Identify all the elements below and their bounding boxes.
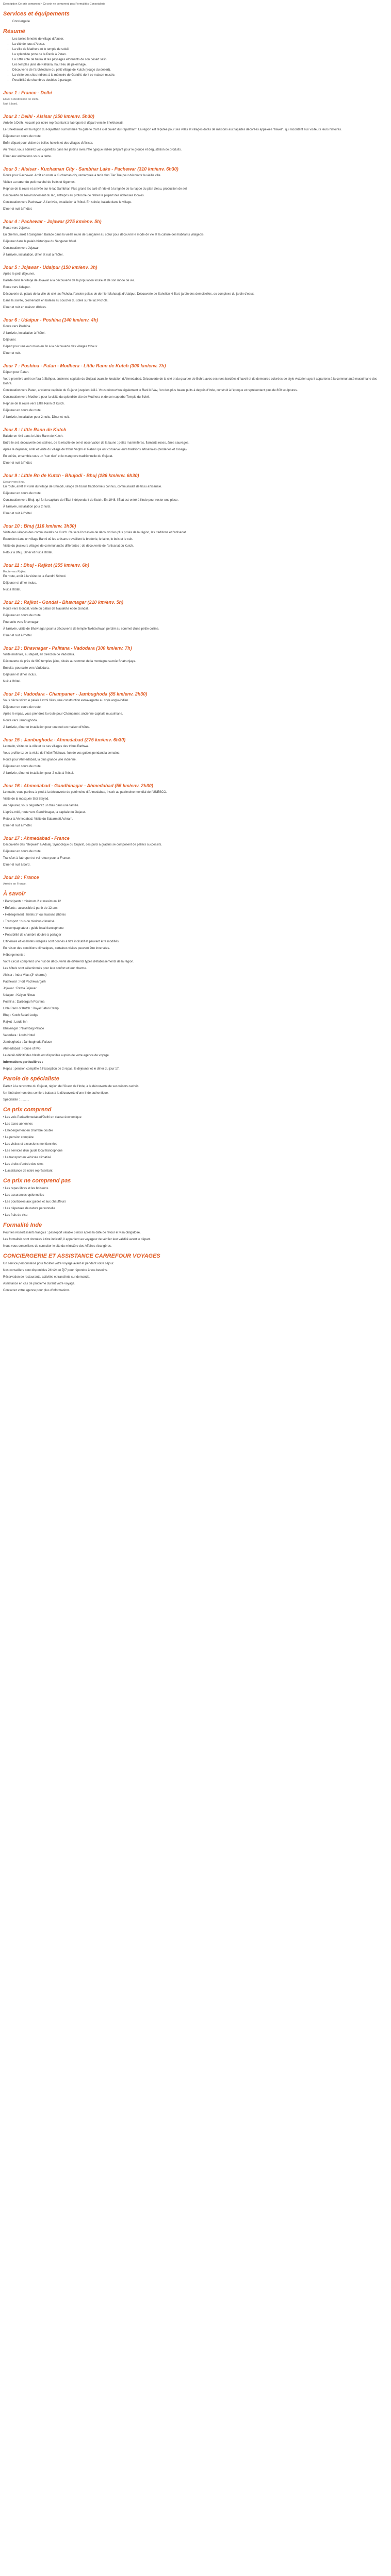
include-item: • L'assistance de notre représentant — [3, 1170, 53, 1173]
savoir-line: • Possibilité de chambre double à partager — [3, 934, 61, 937]
day-paragraph: Dîner et nuit en maison d'hôtes. — [3, 306, 47, 309]
day-paragraph: Poursuite vers Bhavnagar. — [3, 621, 40, 624]
include-item: • Les visites et excursions mentionnées — [3, 1143, 57, 1146]
day-title: Jour 12 : Rajkot - Gondal - Bhavnagar (210 km/env. 5h) — [3, 600, 124, 605]
day-paragraph: Le matin, vous partirez à pied à la découverte du patrimoine d'Ahmedabad, inscrit au patrimoine mondial de l'UNESCO. — [3, 791, 167, 794]
day-title: Jour 16 : Ahmedabad - Gandhinagar - Ahmedabad (55 km/env. 2h30) — [3, 783, 153, 788]
day-paragraph: Déjeuner dans le palais historique du Sanganer hôtel. — [3, 240, 77, 243]
day-paragraph: Après le repas, vous prendrez la route pour Champaner, ancienne capitale musulmane. — [3, 713, 123, 716]
itinerary — [3, 90, 382, 887]
day-paragraph: Déjeuner en cours de route. — [3, 409, 42, 412]
day-paragraph: Dîner et nuit. — [3, 352, 21, 355]
day-paragraph: Retour à Bhuj. Dîner et nuit à l'hôtel. — [3, 551, 53, 554]
concierge-paragraph: Un service personnalisé pour faciliter votre voyage avant et pendant votre séjour. — [3, 1262, 115, 1265]
day-paragraph: Balade en 4x4 dans le Little Rann de Kutch. — [3, 435, 63, 438]
day-title: Jour 7 : Poshina - Patan - Modhera - Little Rann de Kutch (300 km/env. 7h) — [3, 363, 166, 368]
day-paragraph: Découverte de l'environnement du lac, entrepris au protocole de retirer la plupart des richesses locales. — [3, 194, 145, 197]
day-paragraph: Dans la soirée, promenade en bateau au coucher du soleil sur le lac Pichola. — [3, 299, 109, 302]
day-paragraph: Déjeuner et dîner inclus. — [3, 582, 37, 585]
day-paragraph: Enfin départ pour visiter de belles havelis et des villages d'Alsisar. — [3, 142, 93, 145]
include-item: • L'hébergement en chambre double — [3, 1129, 53, 1132]
hotel-list — [3, 973, 382, 1052]
hotel-item: Rajkot : Lords Inn — [3, 1021, 28, 1024]
day-title: Jour 3 : Alsisar - Kuchaman City - Sambhar Lake - Pachewar (310 km/env. 6h30) — [3, 166, 178, 172]
concierge-paragraph: Assistance en cas de problème durant votre voyage. — [3, 1282, 75, 1285]
day-paragraph: Transfert à l'aéroport et vol retour pour la France. — [3, 857, 71, 860]
day-section — [3, 737, 382, 776]
day-section — [3, 875, 382, 887]
savoir-title: À savoir — [3, 891, 26, 897]
day-paragraph: Dîner et nuit à l'hôtel. — [3, 208, 32, 211]
day-paragraph: Déjeuner en cours de route. — [3, 492, 42, 495]
day-paragraph: Déjeuner en cours de route. — [3, 614, 42, 617]
day-paragraph: Déjeuner en cours de route. — [3, 706, 42, 709]
day-title: Jour 18 : France — [3, 875, 39, 880]
day-section — [3, 646, 382, 684]
day-paragraph: Nuit à l'hôtel. — [3, 588, 21, 591]
resume-item: • Possibilité de chambres doubles à partage. — [12, 78, 382, 83]
day-paragraph: Excursion dans un village Banni où les artisans travaillent la broderie, le laine, le bois et le cuir. — [3, 538, 133, 541]
day-paragraph: Dîner et nuit à l'hôtel. — [3, 512, 32, 515]
hotel-item: Jambughoda : Jambughoda Palace — [3, 1041, 52, 1044]
day-paragraph: À l'arrivée, installation à l'hôtel. — [3, 332, 45, 335]
page — [0, 0, 385, 1306]
day-paragraph: Dîner et nuit à l'hôtel. — [3, 634, 32, 637]
day-paragraph: Au retour, vous admirez vos cigarettes dans les jardins avec l'été typique indien préparé pour le groupe et dégustation de produits. — [3, 148, 182, 151]
day-title: Jour 10 : Bhuj (116 km/env. 3h30) — [3, 523, 76, 529]
resume-item: • La splendide porte de la Ranis à Patan. — [12, 53, 382, 57]
day-paragraph: En soirée, ensemble-vous un "sun rise" et le mangrove traditionnelle du Gujarat. — [3, 455, 113, 458]
day-paragraph: Le matin, visite de la ville et de ses villages des tribus Rathwa. — [3, 745, 89, 748]
details-note: Le détail définitif des hôtels est disponible auprès de votre agence de voyage. — [3, 1054, 110, 1057]
day-section — [3, 166, 382, 212]
hotel-item: Jojawar : Rawla Jojawar — [3, 987, 37, 990]
resume-item: • Les belles fenetés de village d'Aluser. — [12, 37, 382, 42]
day-title: Jour 1 : France - Delhi — [3, 90, 52, 95]
exclude-item: • Les assurances optionnelles — [3, 1194, 44, 1197]
resume-item: • La ville de Madhera et le temple de soleil. — [12, 47, 382, 52]
day-title: Jour 11 : Bhuj - Rajkot (255 km/env. 6h) — [3, 563, 89, 568]
services-item: • Conciergerie — [12, 20, 382, 24]
day-section — [3, 90, 382, 107]
savoir-paragraph: En raison des conditions climatiques, certaines visites peuvent être inversées. — [3, 947, 110, 950]
day-paragraph: Visite matinale, au départ, en direction de Vadodara. — [3, 653, 75, 656]
day-paragraph: L'après-midi, route vers Gandhinagar, la capitale du Gujarat. — [3, 811, 86, 814]
day-paragraph: À l'arrivée, dîner et installation pour une nuit en maison d'hôtes. — [3, 726, 90, 729]
day-paragraph: Vous découvrirez le palais Laxmi Vilas, une construction extravagante au style anglo-indien. — [3, 699, 129, 702]
day-section — [3, 563, 382, 592]
day-paragraph: Route vers Jambughoda. — [3, 719, 38, 722]
day-section — [3, 265, 382, 310]
day-paragraph: Dîner et nuit à l'hôtel. — [3, 824, 32, 827]
day-meta: Route vers Rajkot. — [3, 570, 27, 573]
day-paragraph: Nuit à l'hôtel. — [3, 680, 21, 683]
day-paragraph: Route vers Jojawar. — [3, 227, 30, 230]
header-line[interactable]: Description Ce prix comprend • Ce prix ne comprend pas Formalités Conseiglerie — [3, 3, 106, 6]
info-label: Informations particulières : — [3, 1061, 43, 1064]
day-title: Jour 2 : Delhi - Alsisar (250 km/env. 5h30) — [3, 114, 94, 119]
formalites-paragraph: Nous vous conseillons de consulter le site du ministère des Affaires étrangères. — [3, 1245, 112, 1248]
include-title: Ce prix comprend — [3, 1107, 52, 1113]
specialist-sign: Spécialiste : .......... — [3, 1098, 29, 1101]
include-item: • Les vols Paris/Ahmedabad/Delhi en classe économique — [3, 1116, 82, 1119]
hebergement-title: Hébergements : — [3, 954, 25, 957]
day-paragraph: Visite de la mosquée Sidi Saiyed. — [3, 798, 49, 801]
exclude-title: Ce prix ne comprend pas — [3, 1178, 71, 1184]
hebergement-paragraph: Les hôtels sont sélectionnés pour leur confort et leur charme. — [3, 967, 87, 970]
day-paragraph: Continuation vers Modhera pour la visite du splendide site de Modhera et de son superbe Temple du Soleil. — [3, 396, 150, 399]
day-paragraph: Après le déjeuner, arrêt et visite du village de tribus Vaghri et Rabari qui ont conservé leurs traditions artisanales (broderies et tissage). — [3, 448, 188, 451]
day-title: Jour 5 : Jojawar - Udaipur (150 km/env. 3h) — [3, 265, 97, 270]
hotel-item: Vadodara : Lords Hotel — [3, 1034, 35, 1037]
concierge-text — [3, 1262, 382, 1293]
hotel-item: Poshina : Darbargarh Poshina — [3, 1001, 45, 1004]
day-paragraph: À l'arrivée, installation pour 2 nuits. Dîner et nuit. — [3, 416, 70, 419]
day-paragraph: À l'arrivée, installation pour 2 nuits. — [3, 505, 51, 509]
day-paragraph: Déjeuner en cours de route. — [3, 850, 42, 853]
day-paragraph: Reprise de la route vers Little Rann of Kutch. — [3, 402, 65, 405]
formalites-paragraph: Les formalités sont données à titre indicatif, il appartient au voyageur de vérifier leur validité avant le départ. — [3, 1238, 151, 1241]
hotel-item: Bhavnagar : Nilambag Palace — [3, 1027, 44, 1030]
day-paragraph: Visite du plusieurs villages de communautés différentes : de découverte de l'artisanat du Kutch. — [3, 545, 134, 548]
include-item: • Les services d'un guide local francophone — [3, 1149, 63, 1153]
day-paragraph: Départ pour Patan. — [3, 371, 29, 374]
exclude-item: • Les pourboires aux guides et aux chauffeurs — [3, 1200, 66, 1204]
hotel-item: Little Rann of Kutch : Royal Safari Camp — [3, 1007, 59, 1010]
concierge-title: CONCIERGERIE ET ASSISTANCE CARREFOUR VOYAGES — [3, 1253, 160, 1259]
hotel-item: Ahmedabad : House of MG — [3, 1047, 41, 1050]
formalites-text — [3, 1231, 382, 1249]
hotel-item: Udaipur : Kalyan Niwas — [3, 994, 36, 997]
day-paragraph: À l'arrivée, dîner et installation pour 2 nuits à l'hôtel. — [3, 772, 74, 775]
exclude-list — [3, 1187, 382, 1218]
day-paragraph: En route, arrêt à la visite de la Gandhi School. — [3, 575, 67, 578]
include-item: • Le transport en véhicule climatisé — [3, 1156, 51, 1159]
savoir-line: • Accompagnateur : guide local francophone — [3, 927, 64, 930]
day-paragraph: Route pour Ahmedabad, la plus grande ville indienne. — [3, 758, 77, 761]
day-paragraph: Déjeuner. — [3, 338, 17, 342]
day-paragraph: Dîner et nuit à l'hôtel. — [3, 462, 32, 465]
day-paragraph: Route pour Pachewar. Arrêt en route à Kuchaman city, remarquée à tenir d'un Tier Tue pour découvrir la vieille ville. — [3, 174, 161, 177]
day-paragraph: Route vers Udaipur. — [3, 286, 31, 289]
services-title: Services et équipements — [3, 11, 70, 17]
hotel-item: Alsisar : Indra Vilas (3* charme) — [3, 974, 47, 977]
resume-list — [3, 37, 382, 83]
resume-item: • Découverte de l'architecture du petit village de Kutch (trouge du désert). — [12, 68, 382, 73]
exclude-item: • Les dépenses de nature personnelle — [3, 1207, 55, 1210]
concierge-paragraph: Réservation de restaurants, activités et transferts sur demande. — [3, 1276, 90, 1279]
day-title: Jour 17 : Ahmedabad - France — [3, 836, 70, 841]
day-paragraph: Continuation vers Patan, ancienne capitale du Gujarat jusqu'en 1411. Vous découvrirez également le Rani ki Vav, l'un des plus beaux puits à degrés d'Inde, construit à l'époque et représentant plus de 800 sculptures. — [3, 389, 298, 392]
day-paragraph: Dîner et nuit à bord. — [3, 863, 31, 867]
day-paragraph: Route vers Poshina. — [3, 325, 31, 328]
resume-item: • La visite des sites indiens à la mémoire de Gandhi, dont ce maison-musée. — [12, 73, 382, 78]
day-title: Jour 6 : Udaipur - Poshina (140 km/env. 4h) — [3, 317, 99, 323]
day-title: Jour 15 : Jambughoda - Ahmedabad (275 km/env. 6h30) — [3, 737, 126, 742]
day-meta: Arrivée en France. — [3, 883, 27, 886]
parole-paragraph: Un itinéraire hors des sentiers battus à la découverte d'une Inde authentique. — [3, 1092, 109, 1095]
include-item: • Les taxes aériennes — [3, 1123, 33, 1126]
day-section — [3, 523, 382, 555]
day-paragraph: Visite des villages des communautés de Kutch. Ce sera l'occasion de découvrir les plus prisés de la région, les traditions et l'artisanat. — [3, 531, 187, 534]
day-paragraph: Vous profiterez de la visite de l'hôtel Tribhuva, l'un de vos guides pendant la semaine. — [3, 752, 121, 755]
exclude-item: • Les frais de visa — [3, 1214, 28, 1217]
day-section — [3, 691, 382, 730]
savoir-line: • Hébergement : hôtels 3* ou maisons d'hôtes — [3, 913, 66, 917]
day-section — [3, 836, 382, 868]
day-section — [3, 219, 382, 258]
day-paragraph: À l'arrivée, visite de Bhavnagar pour la découverte de temple Takhteshwar, perché au sommet d'une petite colline. — [3, 628, 159, 631]
day-section — [3, 473, 382, 516]
savoir-paragraph: L'itinéraire et les hôtels indiqués sont donnés à titre indicatif et peuvent être modifiés. — [3, 940, 120, 943]
formalites-title: Formalité Inde — [3, 1222, 42, 1228]
day-paragraph: Dîner aux animations sous la tente. — [3, 155, 52, 158]
day-title: Jour 13 : Bhavnagar - Palitana - Vadodara (300 km/env. 7h) — [3, 646, 132, 651]
hotel-item: Pachewar : Fort Pachewargarh — [3, 980, 46, 984]
day-paragraph: Continuation vers Bhuj, qui fut la capitale de l'État indépendant de Kutch. En 1948, l'État est entré à l'Inde pour rester une place. — [3, 499, 178, 502]
formalites-paragraph: Pour les ressortissants français : passeport valable 6 mois après la date de retour et visa obligatoire. — [3, 1231, 141, 1234]
day-title: Jour 14 : Vadodara - Champaner - Jambughoda (85 km/env. 2h30) — [3, 691, 148, 697]
day-paragraph: Retour à Ahmedabad. Visite du Sabarmati Ashram. — [3, 818, 73, 821]
day-paragraph: Visitez au cœur du petit marché de fruits et légumes. — [3, 181, 76, 184]
day-section — [3, 600, 382, 638]
day-paragraph: Déjeuner en cours de route. — [3, 765, 42, 768]
day-section — [3, 783, 382, 828]
resume-item: • La Little cote de hatira et les paysages étonnants de son désert salin. — [12, 58, 382, 62]
day-paragraph: En chemin, arrêt à Sanganer. Balade dans la vieille route de Sanganer au cœur pour découvrir le mode de vie et la culture des habitants villageois. — [3, 233, 205, 236]
exclude-item: • Les repas libres et les boissons — [3, 1187, 48, 1190]
concierge-paragraph: Contactez votre agence pour plus d'informations. — [3, 1289, 71, 1292]
hotel-item: Bhuj : Kutch Safari Lodge — [3, 1014, 39, 1017]
day-paragraph: Découverte des "stepwell" à Adalaj. Symbolique du Gujarat, ces puits à gradins se composent de paliers successifs. — [3, 843, 162, 846]
day-meta: Envol à destination de Delhi. Nuit à bord. — [3, 98, 39, 106]
day-paragraph: Déjeuner et dîner inclus. — [3, 673, 37, 676]
info-text: Repas : pension complète à l'exception de 2 repas, le déjeuner et le dîner du jour 17. — [3, 1067, 120, 1071]
services-list — [3, 20, 382, 24]
day-paragraph: Continuation vers Jojawar. — [3, 247, 40, 250]
day-paragraph: Après le petit déjeuner. — [3, 273, 35, 276]
savoir-text — [3, 940, 382, 951]
savoir-lines — [3, 900, 382, 938]
include-item: • La pension complète — [3, 1136, 34, 1139]
savoir-line: • Participants : minimum 2 et maximum 12 — [3, 900, 61, 903]
day-title: Jour 8 : Little Rann de Kutch — [3, 427, 67, 432]
hebergement-text — [3, 960, 382, 971]
day-paragraph: Découverte de près de 900 temples jains, situés au sommet de la montagne sacrée Shatrunjaya. — [3, 660, 136, 663]
day-meta: Départ vers Bhuj. — [3, 481, 25, 484]
day-paragraph: Votre première arrêt se fera à Sidhpur, ancienne capitale du Gujarat avant le fondation d'Ahmedabad. Découverte de la cité et du quartier de Bohra avec ses rues bordées d'haveli et de demeures colorées de style victorien ayant appartenu à la communauté musulmane des Bohra. — [3, 378, 378, 385]
day-paragraph: Ensuite, poursuite vers Vadodara. — [3, 667, 50, 670]
concierge-paragraph: Nos conseillers sont disponibles 24h/24 et 7j/7 pour répondre à vos besoins. — [3, 1269, 108, 1272]
parole-title: Parole de spécialiste — [3, 1076, 59, 1082]
day-section — [3, 363, 382, 420]
day-paragraph: Déjeuner en cours de route. — [3, 135, 42, 138]
day-section — [3, 114, 382, 159]
day-paragraph: Continuation vers Pachewar. À l'arrivée, installation à l'hôtel. En soirée, balade dans le village. — [3, 201, 132, 204]
include-list — [3, 1115, 382, 1174]
day-paragraph: Arrivée à Delhi. Accueil par notre représentant à l'aéroport et départ vers le Shekhawati. — [3, 122, 124, 125]
day-title: Jour 4 : Pachewar - Jojawar (275 km/env. 5h) — [3, 219, 102, 224]
day-section — [3, 427, 382, 466]
day-paragraph: Route vers Gondal, visite du palais de Naulakha et de Gondal. — [3, 607, 89, 611]
day-paragraph: Balade dans le village de Jojawar à la découverte de la population locale et de son mode de vie. — [3, 279, 135, 282]
resume-item: • Les temples jains de Palitana, haut lieu de pèlerinage. — [12, 63, 382, 67]
day-section — [3, 317, 382, 356]
parole-text — [3, 1084, 382, 1096]
parole-paragraph: Partez à la rencontre du Gujarat, région de l'Ouest de l'Inde, à la découverte de ses trésors cachés. — [3, 1085, 140, 1088]
day-paragraph: Au déjeuner, vous dégusterez un thali dans une famille. — [3, 804, 79, 807]
day-paragraph: À l'arrivée, installation, dîner et nuit à l'hôtel. — [3, 253, 64, 257]
day-paragraph: Le Shekhawati est la région du Rajasthan surnommée "la galerie d'art à ciel ouvert du Rajasthan". La région est réputée pour ses villes et villages dotés de maisons aux façades décorées appelées "haveli", qui racontent aux visiteurs leurs histoires. — [3, 128, 342, 131]
day-title: Jour 9 : Little Rn de Kutch - Bhujodi - Bhuj (286 km/env. 6h30) — [3, 473, 139, 478]
day-paragraph: Reprise de la route et arrivée sur le lac Sambhar. Plus grand lac salé d'Inde et à la lignée de la nappe du plan d'eau, production de sel. — [3, 188, 188, 191]
day-paragraph: Entre le sel, découverte des salines, de la récolte de sel et observation de la faune : petits mammifères, flamants roses, ânes sauvages. — [3, 442, 189, 445]
day-paragraph: En route, arrêt et visite du village de Bhujodi, village de tissus traditionnels connus, communauté de tissu artisanale. — [3, 485, 162, 488]
savoir-line: • Transport : bus ou minibus climatisé — [3, 920, 55, 923]
savoir-line: • Enfants : accessible à partir de 12 ans — [3, 907, 58, 910]
include-item: • Les droits d'entrée des sites — [3, 1163, 44, 1166]
resume-title: Résumé — [3, 28, 25, 35]
day-paragraph: Départ pour une excursion en fin à la découverte des villages tribaux. — [3, 345, 99, 348]
day-paragraph: Découverte du palais de la ville de cité lac Pichola, l'ancien palais de dernier Maharaja d'Udaipur. Découverte de Sahelion ki Bari, jardin des demoiselles, ou complexe du jardin d'eaux. — [3, 293, 255, 296]
resume-item: • La cité de tous d'Aluser. — [12, 42, 382, 47]
hebergement-paragraph: Votre circuit comprend une nuit de découverte de différents types d'établissements de la région. — [3, 960, 134, 963]
